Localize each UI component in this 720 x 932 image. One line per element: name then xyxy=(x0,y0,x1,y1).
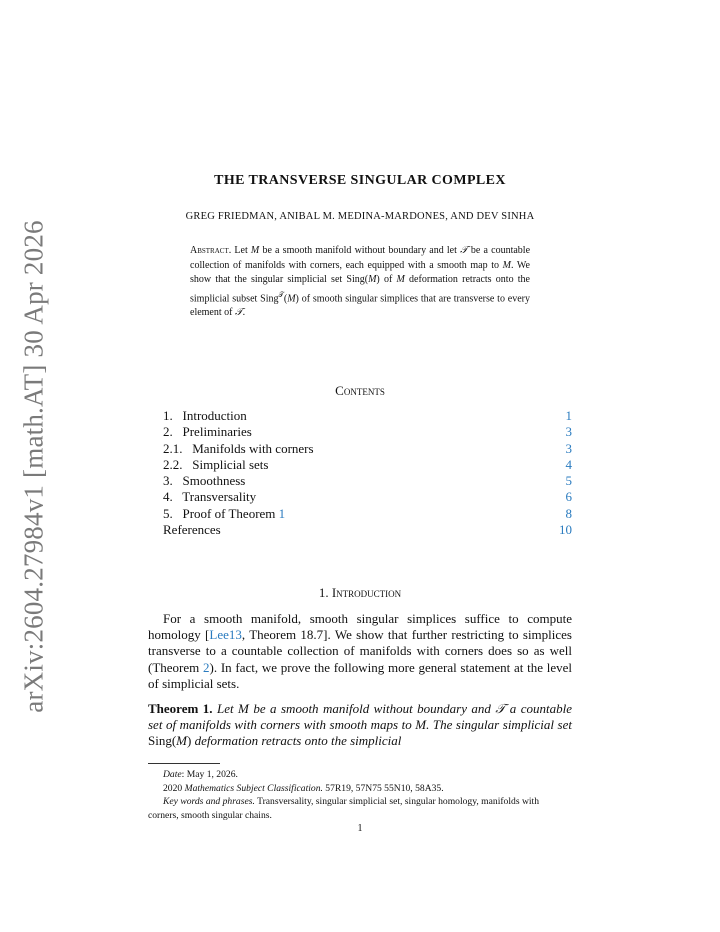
theorem-text: deformation retracts onto the simplicial xyxy=(191,733,402,749)
toc-entry[interactable] xyxy=(163,506,572,522)
math-symbol: 𝒯 xyxy=(460,245,468,256)
toc-entry[interactable] xyxy=(163,473,572,489)
toc-entry[interactable] xyxy=(163,522,572,538)
toc-page-link[interactable]: 4 xyxy=(565,456,572,472)
paper-title: THE TRANSVERSE SINGULAR COMPLEX xyxy=(214,173,506,188)
abstract xyxy=(190,244,530,321)
math-symbol: M xyxy=(250,245,260,256)
toc-page-link[interactable]: 8 xyxy=(565,505,572,521)
abstract-text: be a smooth manifold without boundary and let xyxy=(259,245,461,256)
abstract-text: deformation retracts onto the simplicial subset Sing xyxy=(190,274,530,304)
abstract-label: Abstract. xyxy=(190,245,232,256)
math-symbol: 𝒯 xyxy=(495,701,506,716)
toc-entry-label: 3. Smoothness xyxy=(163,473,246,489)
abstract-text: . xyxy=(242,307,246,319)
citation-link[interactable]: Lee13 xyxy=(209,627,242,643)
footnote-date xyxy=(148,768,572,782)
math-superscript: 𝒯 xyxy=(278,290,284,299)
toc-page-link[interactable]: 1 xyxy=(565,408,572,423)
intro-text: , Theorem 18.7]. We show that further restricting to simplices transverse to a countable collection of manifolds with corners does so as well (Theorem xyxy=(148,627,572,675)
page-number: 1 xyxy=(357,823,363,834)
theorem-text: be a smooth manifold without boundary and xyxy=(248,701,496,716)
footnote-value: Transversality, singular simplicial set, singular homology, manifolds with corners, smooth singular chains. xyxy=(148,796,540,821)
footnote-keywords xyxy=(148,795,572,822)
footnote-label: Mathematics Subject Classification. xyxy=(184,782,323,794)
theorem-text: . The singular simplicial set xyxy=(426,717,573,733)
toc-entry[interactable] xyxy=(163,424,572,440)
math-symbol: M xyxy=(238,701,249,716)
toc-entry[interactable] xyxy=(163,457,572,473)
theorem-ref-link[interactable]: 2 xyxy=(203,659,210,675)
theorem-ref-link[interactable]: 1 xyxy=(278,505,286,521)
toc-entry[interactable] xyxy=(163,489,572,505)
toc-entry[interactable] xyxy=(163,408,572,424)
table-of-contents xyxy=(163,408,572,538)
intro-paragraph xyxy=(148,611,572,692)
contents-heading: Contents xyxy=(335,383,385,398)
author-list: GREG FRIEDMAN, ANIBAL M. MEDINA-MARDONES, AND DEV SINHA xyxy=(185,211,535,222)
footnote-year: 2020 xyxy=(163,782,185,794)
abstract-text: ) of smooth singular simplices that are transverse to every element of xyxy=(190,292,531,319)
footnote-value: : May 1, 2026. xyxy=(181,769,238,780)
toc-entry-label: 1. Introduction xyxy=(163,408,247,423)
abstract-text: ) of xyxy=(376,274,397,285)
theorem-text: a countable set of manifolds with corners with smooth maps to xyxy=(148,701,572,733)
abstract-text: Let xyxy=(231,245,251,256)
footnote-divider xyxy=(148,763,220,764)
intro-text: For a smooth manifold, smooth singular simplices suffice to compute homology [ xyxy=(148,611,572,643)
theorem-text: Let xyxy=(212,701,239,716)
toc-entry-label: 4. Transversality xyxy=(163,489,257,505)
footnote-label: Date xyxy=(163,769,182,780)
toc-entry[interactable] xyxy=(163,441,572,457)
section-heading xyxy=(0,585,720,601)
toc-page-link[interactable]: 6 xyxy=(565,489,572,505)
math-operator: ) xyxy=(187,733,192,749)
math-symbol: M xyxy=(368,274,377,285)
math-symbol: M xyxy=(396,274,405,285)
toc-entry-label: 2. Preliminaries xyxy=(163,424,252,440)
section-name: Introduction xyxy=(331,585,402,600)
footnote-value: 57R19, 57N75 55N10, 58A35. xyxy=(322,782,444,794)
math-symbol: M xyxy=(287,292,296,304)
theorem-statement xyxy=(148,701,572,750)
footnote-label: Key words and phrases. xyxy=(163,796,255,807)
toc-page-link[interactable]: 10 xyxy=(559,522,572,538)
footnote-msc xyxy=(148,782,572,796)
arxiv-identifier-stamp xyxy=(14,219,54,713)
abstract-text: be a countable collection of manifolds with corners, each equipped with a smooth map to xyxy=(190,245,531,271)
intro-text: ). In fact, we prove the following more general statement at the level of simplicial sets. xyxy=(148,659,572,691)
math-symbol: M xyxy=(415,717,427,733)
toc-entry-label xyxy=(163,506,285,522)
math-symbol: M xyxy=(502,259,511,271)
toc-page-link[interactable]: 3 xyxy=(565,440,572,456)
toc-page-link[interactable]: 3 xyxy=(565,424,572,440)
math-symbol: M xyxy=(176,733,188,749)
math-symbol: 𝒯 xyxy=(234,307,243,319)
toc-page-link[interactable]: 5 xyxy=(565,473,572,489)
abstract-text: . We show that the singular simplicial set Sing( xyxy=(190,259,530,285)
footnotes xyxy=(148,768,572,822)
toc-entry-label: 2.1. Manifolds with corners xyxy=(163,440,314,456)
math-operator: Sing( xyxy=(148,733,177,749)
arxiv-identifier-text: arXiv:2604.27984v1 [math.AT] 30 Apr 2026 xyxy=(18,219,49,713)
abstract-text: ( xyxy=(283,292,288,304)
toc-entry-text: 5. Proof of Theorem xyxy=(163,505,279,521)
toc-entry-label: 2.2. Simplicial sets xyxy=(163,456,269,472)
theorem-label: Theorem 1. xyxy=(148,701,213,716)
section-number: 1. xyxy=(318,585,332,600)
toc-entry-label: References xyxy=(163,522,221,538)
